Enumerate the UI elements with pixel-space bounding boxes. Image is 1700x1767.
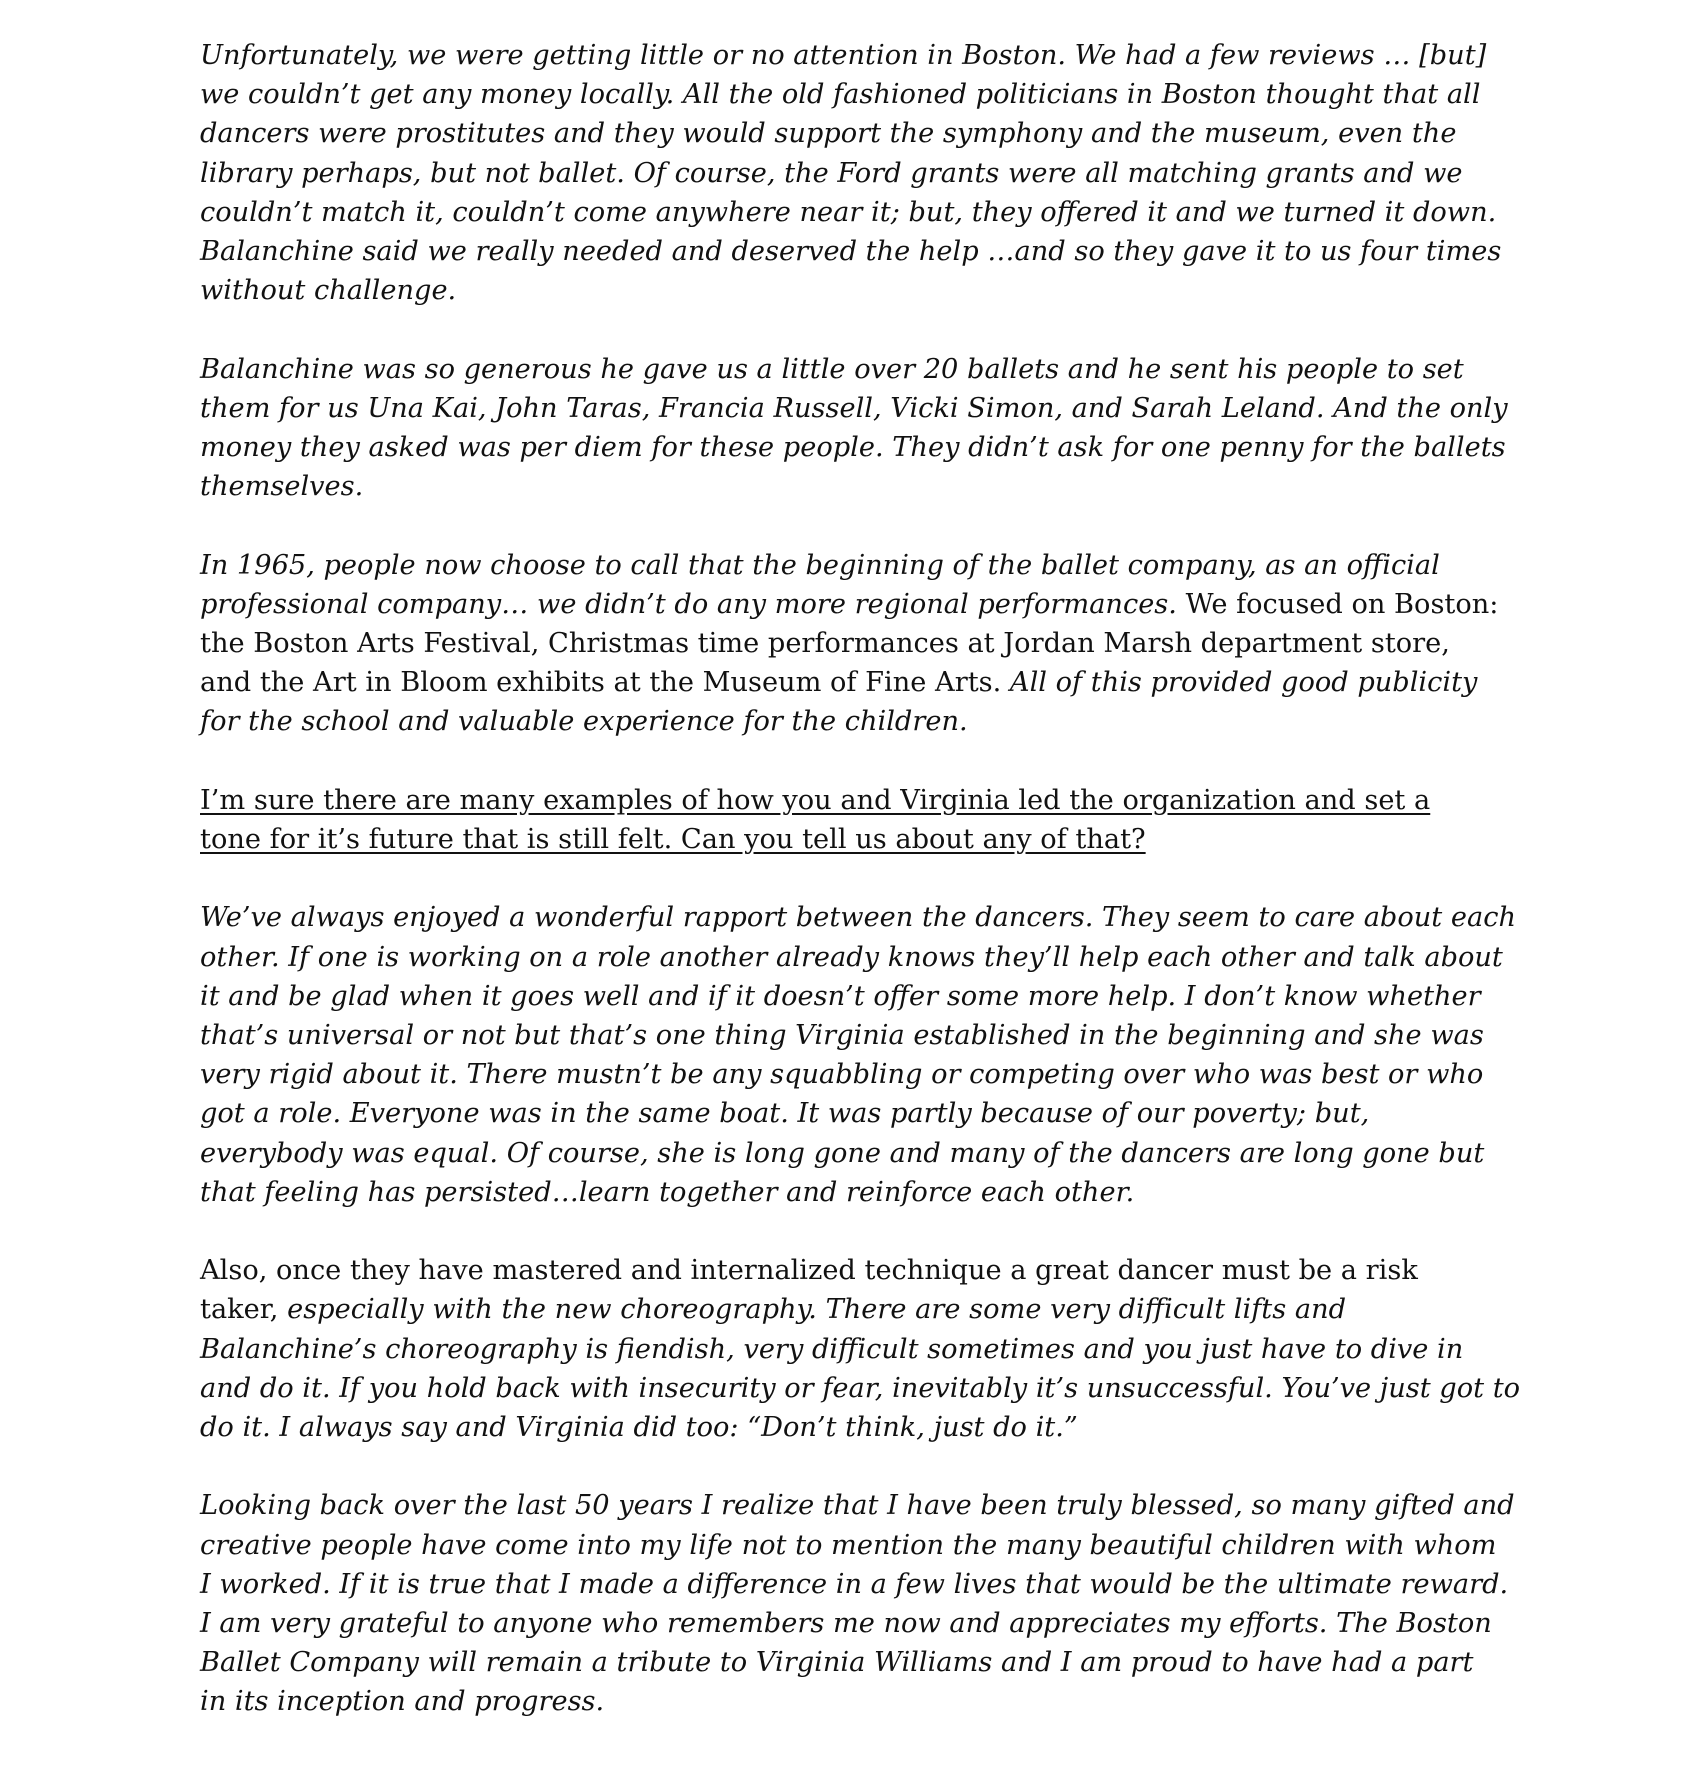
text-line [200, 271, 1520, 310]
text-line [200, 389, 1520, 428]
text-line [200, 114, 1520, 153]
text-line [200, 1173, 1520, 1212]
answer-paragraph [200, 36, 1520, 310]
text-line [200, 1094, 1520, 1133]
text-line [200, 1408, 1520, 1447]
text-segment: themselves. [200, 471, 364, 503]
text-line [200, 1369, 1520, 1408]
text-segment: for the school and valuable experience for the children. [200, 706, 968, 738]
text-line [200, 350, 1520, 389]
text-line [200, 546, 1520, 585]
text-segment: We focused on Boston: [1185, 588, 1499, 620]
text-line [200, 938, 1520, 977]
text-segment: that feeling has persisted…learn together and reinforce each other. [200, 1176, 1135, 1208]
text-line [200, 1134, 1520, 1173]
text-segment: Looking back over the last 50 years I realize that I have been truly blessed, so many gifted and [200, 1490, 1515, 1522]
text-segment: in its inception and progress. [200, 1686, 605, 1718]
text-line [200, 1016, 1520, 1055]
text-line [200, 1251, 1520, 1290]
text-line [200, 1604, 1520, 1643]
text-segment: In 1965, people now choose to call that the beginning of the ballet company, as an official [200, 549, 1440, 581]
text-line [200, 781, 1520, 820]
text-line [200, 1682, 1520, 1721]
text-segment: dancers were prostitutes and they would support the symphony and the museum, even the [200, 118, 1457, 150]
document-page [200, 36, 1520, 1761]
text-line [200, 467, 1520, 506]
text-line [200, 1330, 1520, 1369]
text-segment: very rigid about it. There mustn’t be any squabbling or competing over who was best or who [200, 1059, 1484, 1091]
text-line [200, 1055, 1520, 1094]
text-segment: especially with the new choreography. There are some very difficult lifts and [287, 1294, 1347, 1326]
text-line [200, 75, 1520, 114]
text-segment: library perhaps, but not ballet. Of course, the Ford grants were all matching grants and we [200, 157, 1463, 189]
text-segment: the Boston Arts Festival, Christmas time performances at Jordan Marsh department store, [200, 628, 1450, 660]
text-line [200, 702, 1520, 741]
answer-paragraph [200, 546, 1520, 742]
text-segment: got a role. Everyone was in the same boat. It was partly because of our poverty; but, [200, 1098, 1370, 1130]
text-segment: everybody was equal. Of course, she is long gone and many of the dancers are long gone but [200, 1137, 1485, 1169]
answer-paragraph [200, 350, 1520, 507]
text-segment: them for us Una Kai, John Taras, Francia Russell, Vicki Simon, and Sarah Leland. And the only [200, 392, 1508, 424]
text-line [200, 1565, 1520, 1604]
answer-paragraph [200, 1486, 1520, 1721]
text-segment: Also, once they have mastered and internalized technique a great dancer must be a risk [200, 1255, 1418, 1287]
text-line [200, 1643, 1520, 1682]
text-segment: Balanchine said we really needed and deserved the help …and so they gave it to us four times [200, 236, 1502, 268]
text-segment: tone for it’s future that is still felt. Can you tell us about any of that? [200, 824, 1146, 856]
text-line [200, 428, 1520, 467]
text-segment: and do it. If you hold back with insecurity or fear, inevitably it’s unsuccessful. You’ve just got to [200, 1372, 1521, 1404]
text-line [200, 624, 1520, 663]
text-segment: that’s universal or not but that’s one thing Virginia established in the beginning and she was [200, 1020, 1484, 1052]
interview-question [200, 781, 1520, 859]
text-segment: Unfortunately, we were getting little or no attention in Boston. We had a few reviews … [but] [200, 40, 1487, 71]
text-segment: All of this provided good publicity [1009, 667, 1478, 699]
text-segment: couldn’t match it, couldn’t come anywhere near it; but, they offered it and we turned it down. [200, 196, 1497, 228]
answer-paragraph [200, 1251, 1520, 1447]
text-segment: I’m sure there are many examples of how you and Virginia led the organization and set a [200, 784, 1431, 816]
text-segment: We’ve always enjoyed a wonderful rapport between the dancers. They seem to care about each [200, 902, 1516, 934]
text-line [200, 154, 1520, 193]
text-line [200, 585, 1520, 624]
text-line [200, 977, 1520, 1016]
text-segment: I am very grateful to anyone who remembers me now and appreciates my efforts. The Boston [200, 1608, 1492, 1640]
text-line [200, 232, 1520, 271]
text-segment: Ballet Company will remain a tribute to Virginia Williams and I am proud to have had a part [200, 1647, 1474, 1679]
text-segment: Balanchine was so generous he gave us a little over 20 ballets and he sent his people to set [200, 353, 1464, 385]
text-segment: without challenge. [200, 275, 457, 307]
text-line [200, 36, 1520, 75]
text-segment: money they asked was per diem for these people. They didn’t ask for one penny for the ballets [200, 432, 1506, 464]
text-line [200, 1526, 1520, 1565]
text-line [200, 1290, 1520, 1329]
text-segment: and the Art in Bloom exhibits at the Museum of Fine Arts. [200, 667, 1010, 699]
text-line [200, 663, 1520, 702]
text-segment: professional company… we didn’t do any more regional performances. [200, 588, 1186, 620]
text-segment: do it. I always say and Virginia did too: “Don’t think, just do it.” [200, 1412, 1078, 1444]
text-line [200, 898, 1520, 937]
text-line [200, 1486, 1520, 1525]
text-line [200, 193, 1520, 232]
text-segment: other. If one is working on a role another already knows they’ll help each other and talk about [200, 941, 1503, 973]
text-segment: taker, [200, 1294, 288, 1326]
answer-paragraph [200, 898, 1520, 1212]
text-segment: it and be glad when it goes well and if it doesn’t offer some more help. I don’t know whether [200, 980, 1481, 1012]
text-segment: I worked. If it is true that I made a difference in a few lives that would be the ultimate reward. [200, 1568, 1509, 1600]
text-segment: creative people have come into my life not to mention the many beautiful children with whom [200, 1529, 1497, 1561]
text-segment: Balanchine’s choreography is fiendish, very difficult sometimes and you just have to dive in [200, 1333, 1464, 1365]
text-line [200, 820, 1520, 859]
text-segment: we couldn’t get any money locally. All the old fashioned politicians in Boston thought that all [200, 79, 1481, 111]
